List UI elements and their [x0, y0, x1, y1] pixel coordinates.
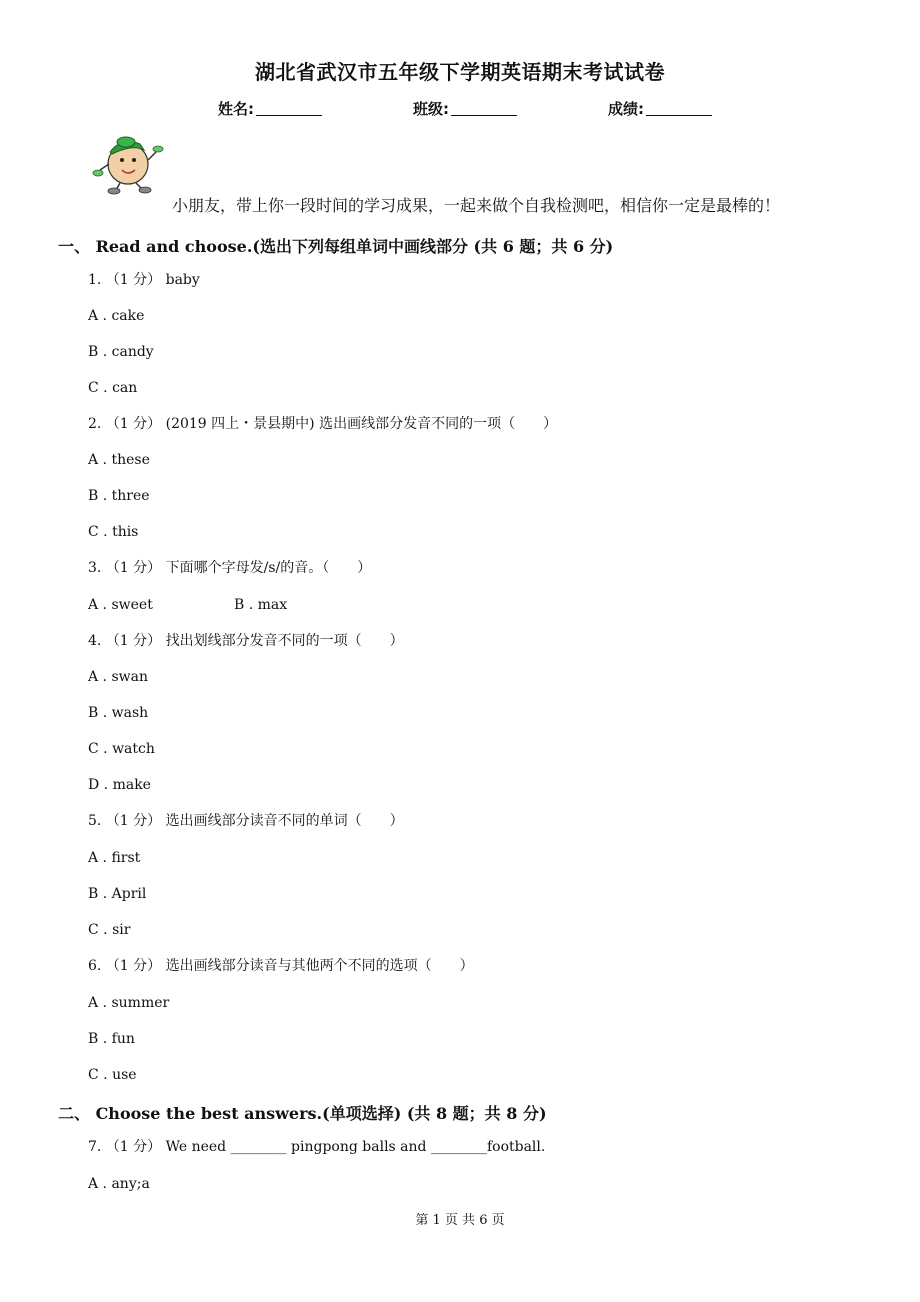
question-7-stem: 7. （1 分） We need ________ pingpong balls and ________football.: [88, 1139, 546, 1155]
student-info-row: [0, 98, 920, 122]
page-title: 湖北省武汉市五年级下学期英语期末考试试卷: [255, 60, 665, 84]
question-6-stem: 6. （1 分） 选出画线部分读音与其他两个不同的选项（ ）: [88, 958, 474, 974]
name-blank[interactable]: [256, 99, 322, 116]
intro-text: 小朋友，带上你一段时间的学习成果，一起来做个自我检测吧，相信你一定是最棒的！: [172, 196, 781, 215]
q2-option-a[interactable]: A . these: [88, 452, 150, 468]
q5-option-b[interactable]: B . April: [88, 886, 147, 902]
score-label: 成绩:: [608, 100, 644, 118]
q1-option-c[interactable]: C . can: [88, 380, 138, 396]
q4-option-a[interactable]: A . swan: [88, 669, 148, 685]
class-field[interactable]: [413, 98, 517, 119]
class-label: 班级:: [413, 100, 449, 118]
q2-option-b[interactable]: B . three: [88, 488, 150, 504]
section-1-heading: 一、 Read and choose.(选出下列每组单词中画线部分 (共 6 题；共 6 分): [58, 237, 614, 256]
q5-option-a[interactable]: A . first: [88, 850, 141, 866]
score-field[interactable]: [608, 98, 712, 119]
q3-option-b[interactable]: B . max: [234, 597, 288, 613]
q3-option-a[interactable]: A . sweet: [88, 597, 153, 613]
q1-option-b[interactable]: B . candy: [88, 344, 154, 360]
question-5-stem: 5. （1 分） 选出画线部分读音不同的单词（ ）: [88, 813, 404, 829]
question-1-stem: 1. （1 分） baby: [88, 272, 200, 288]
q6-option-b[interactable]: B . fun: [88, 1031, 135, 1047]
section-2-heading: 二、 Choose the best answers.(单项选择) (共 8 题；共 8 分): [58, 1104, 547, 1123]
q1-option-a[interactable]: A . cake: [88, 308, 145, 324]
score-blank[interactable]: [646, 99, 712, 116]
name-label: 姓名:: [218, 100, 254, 118]
mascot-cartoon-icon: [92, 130, 168, 196]
question-3-stem: 3. （1 分） 下面哪个字母发/s/的音。（ ）: [88, 560, 372, 576]
q7-option-a[interactable]: A . any;a: [88, 1176, 150, 1192]
q5-option-c[interactable]: C . sir: [88, 922, 131, 938]
class-blank[interactable]: [451, 99, 517, 116]
q4-option-b[interactable]: B . wash: [88, 705, 149, 721]
q6-option-a[interactable]: A . summer: [88, 995, 170, 1011]
q4-option-d[interactable]: D . make: [88, 777, 151, 793]
page-footer: 第 1 页 共 6 页: [415, 1213, 505, 1228]
q4-option-c[interactable]: C . watch: [88, 741, 155, 757]
q2-option-c[interactable]: C . this: [88, 524, 139, 540]
name-field[interactable]: [218, 98, 322, 119]
q3-options-row: [88, 595, 287, 615]
question-2-stem: 2. （1 分） (2019 四上・景县期中) 选出画线部分发音不同的一项（ ）: [88, 416, 558, 432]
q6-option-c[interactable]: C . use: [88, 1067, 137, 1083]
question-4-stem: 4. （1 分） 找出划线部分发音不同的一项（ ）: [88, 633, 404, 649]
